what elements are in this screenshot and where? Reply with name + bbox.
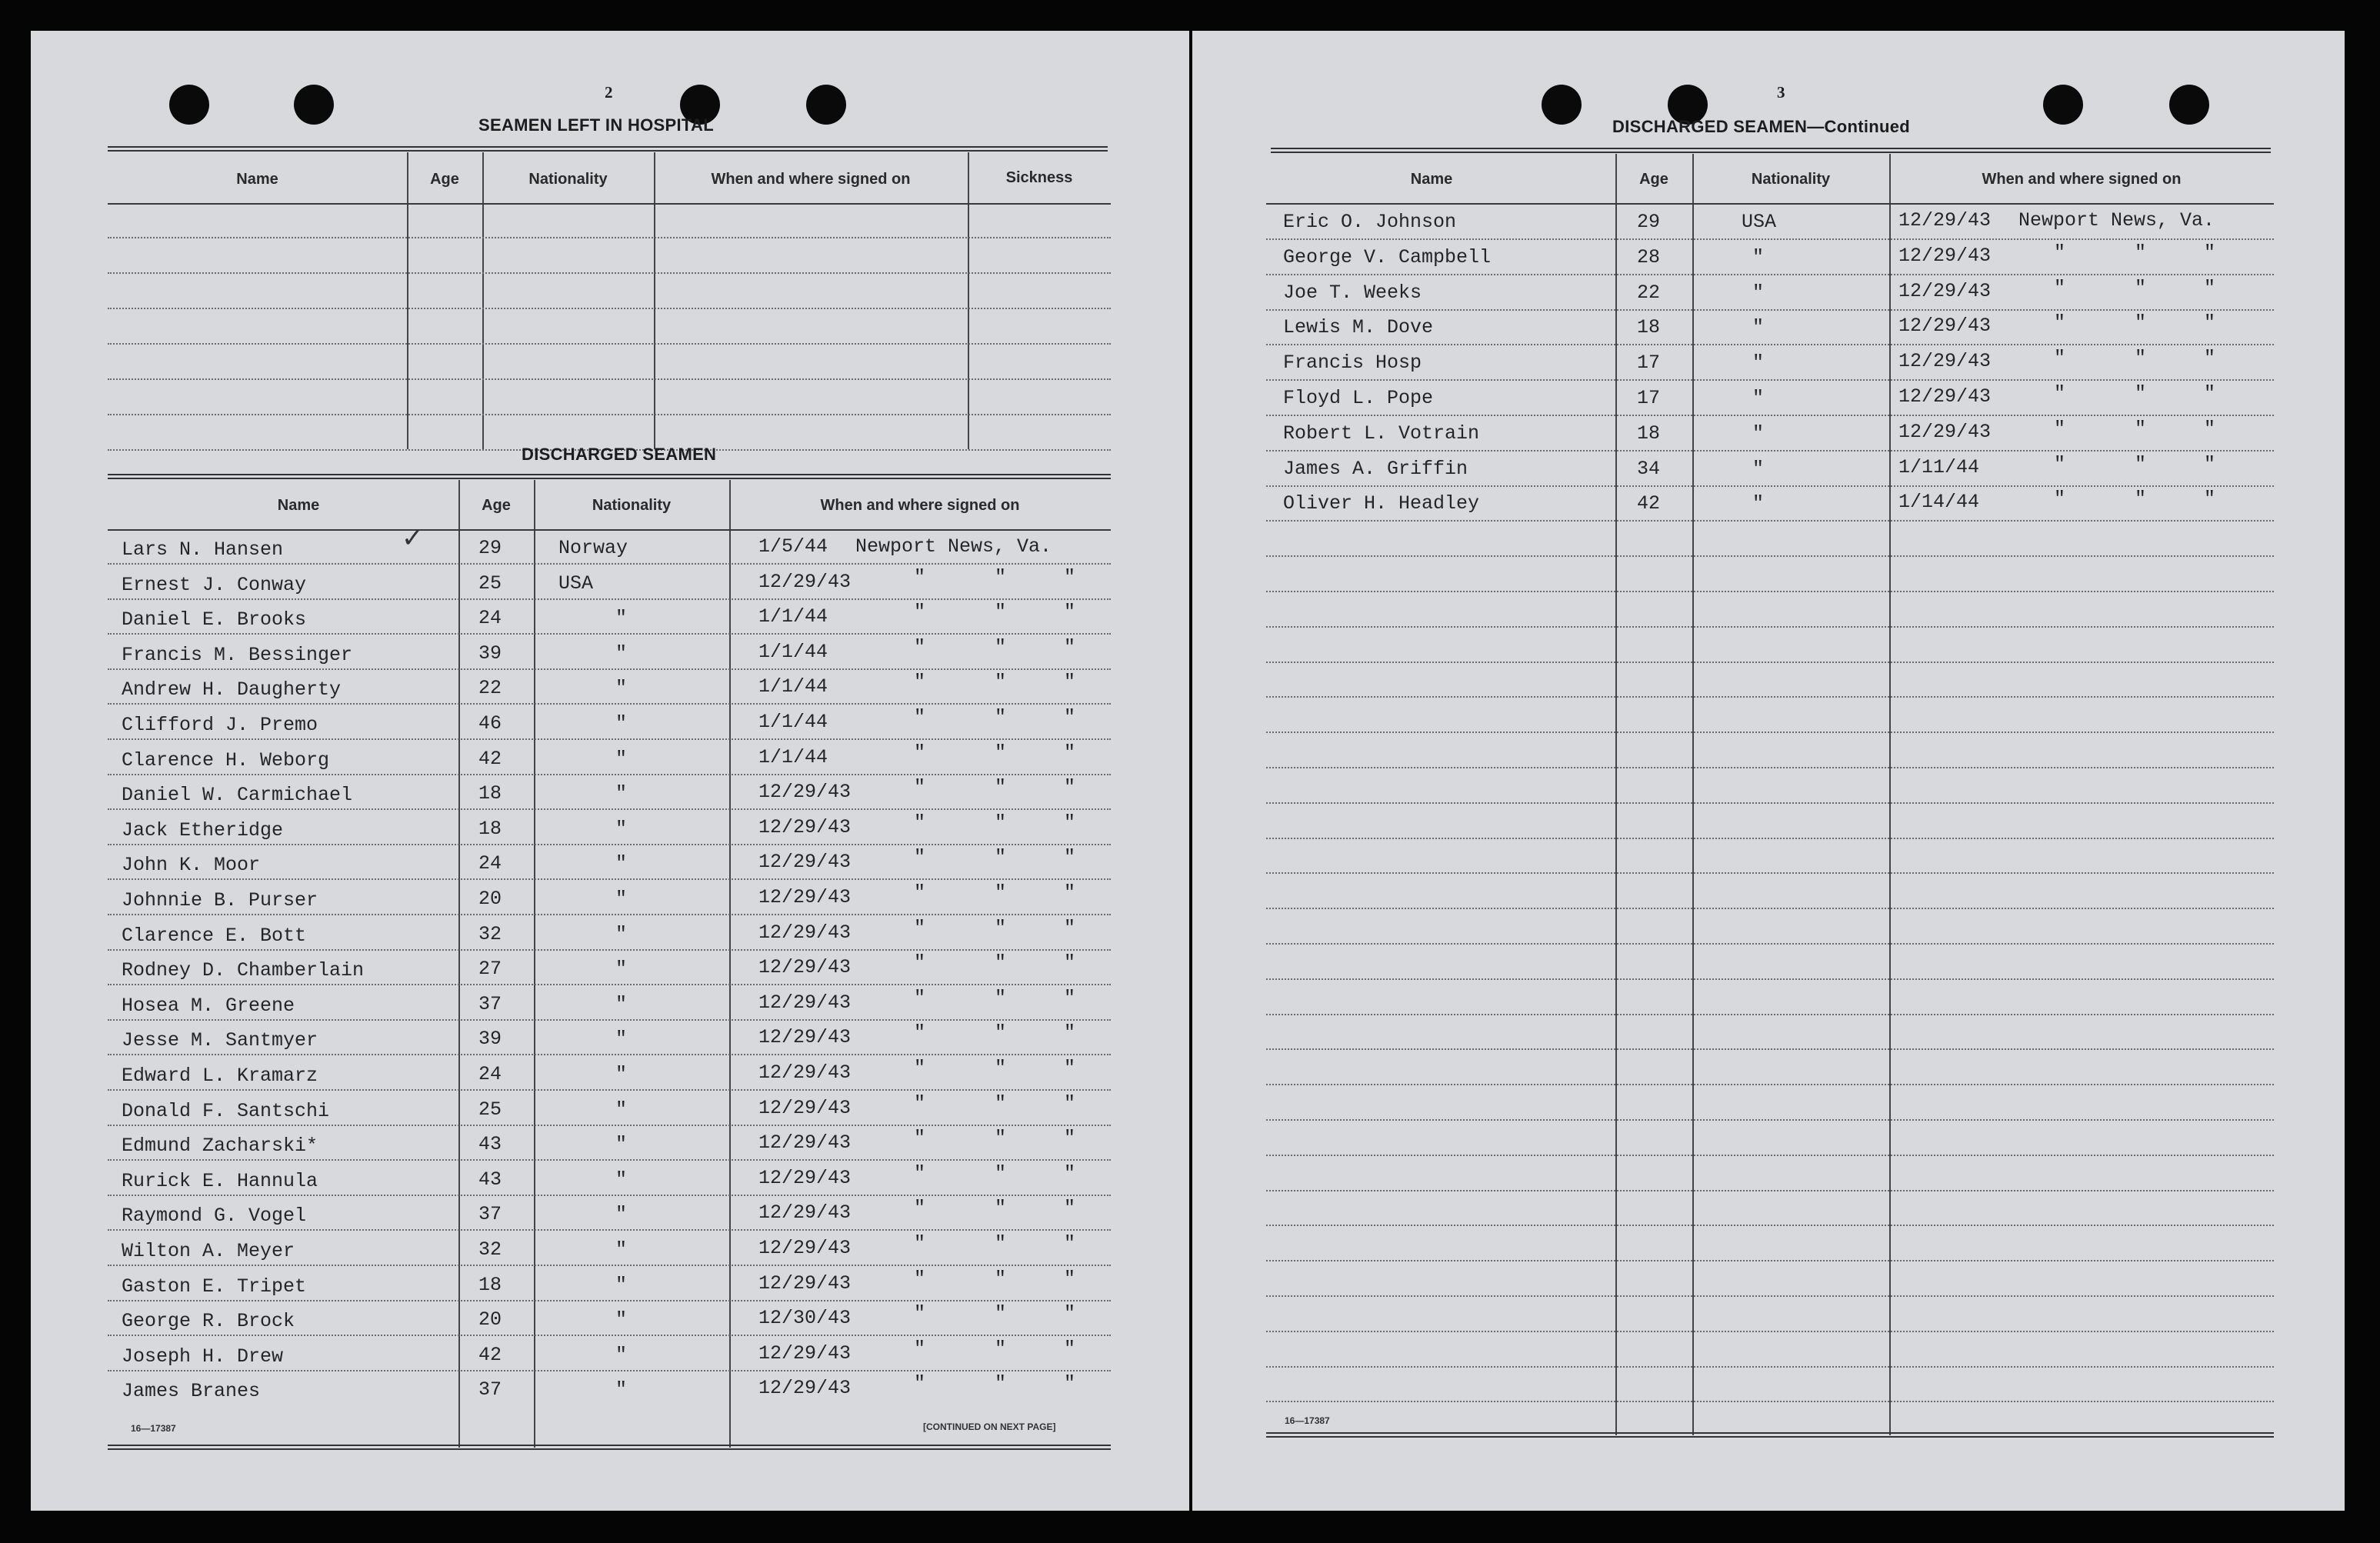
page-number: 3 [1777,83,1785,102]
seaman-nationality: " [615,642,628,665]
row-rule [1266,732,2274,733]
row-rule [1266,555,2274,557]
row-rule [108,1229,1111,1231]
seaman-age: 18 [478,818,502,840]
row-rule [108,774,1111,775]
header-name: Name [1410,171,1453,188]
seaman-nationality: " [615,888,628,910]
signed-on-place: " " " [914,1057,1076,1079]
row-rule [1266,696,2274,698]
seaman-name: Wilton A. Meyer [122,1240,295,1262]
seaman-age: 42 [478,1344,502,1366]
signed-on-place: " " " [2054,312,2216,334]
seaman-age: 39 [478,642,502,665]
column-divider [458,480,460,1448]
row-rule [108,237,1111,238]
row-rule [1266,591,2274,592]
signed-on-place: " " " [914,1232,1076,1255]
seaman-age: 43 [478,1168,502,1191]
table-bottom-rule [1266,1432,2274,1434]
seaman-nationality: " [1752,352,1765,374]
seaman-nationality: " [1752,246,1765,268]
seaman-age: 18 [478,1274,502,1296]
row-rule [1266,838,2274,839]
row-rule [1266,1084,2274,1085]
signed-on-place: " " " [914,846,1076,868]
seaman-age: 37 [478,1203,502,1225]
signed-on-place: " " " [914,1338,1076,1360]
seaman-nationality: " [615,1063,628,1085]
seaman-age: 22 [478,677,502,699]
seaman-name: Eric O. Johnson [1283,211,1457,233]
seaman-name: Francis M. Bessinger [122,644,353,666]
signed-on-date: 12/29/43 [758,1131,852,1154]
seaman-age: 34 [1637,458,1661,480]
seaman-nationality: " [615,607,628,629]
row-rule [1266,626,2274,628]
row-rule [1266,662,2274,663]
row-rule [1266,415,2274,416]
seaman-age: 42 [1637,492,1661,515]
seaman-name: Lars N. Hansen [122,538,284,561]
signed-on-place: " " " [914,706,1076,728]
seaman-nationality: Norway [558,537,628,559]
row-rule [108,738,1111,740]
seaman-age: 25 [478,572,502,595]
row-rule [108,878,1111,880]
column-divider [1889,154,1891,1435]
hospital-section-title: SEAMEN LEFT IN HOSPITAL [478,115,714,135]
seaman-nationality: " [1752,458,1765,480]
seaman-age: 18 [1637,422,1661,445]
signed-on-place: " " " [2054,347,2216,369]
seaman-nationality: " [615,993,628,1015]
seaman-nationality: " [1752,422,1765,445]
hospital-header-age: Age [430,171,459,188]
signed-on-date: 1/1/44 [758,605,828,628]
seaman-age: 17 [1637,387,1661,409]
signed-on-place: Newport News, Va. [855,535,1052,558]
column-divider [654,152,655,449]
seaman-nationality: " [615,1274,628,1296]
seaman-age: 20 [478,1308,502,1331]
table-bottom-rule [108,1445,1111,1446]
row-rule [1266,943,2274,945]
seaman-name: Rodney D. Chamberlain [122,959,365,981]
signed-on-place: " " " [914,1372,1076,1395]
hospital-header-name: Name [236,171,278,188]
signed-on-place: " " " [2054,418,2216,440]
punch-hole [2169,85,2209,125]
row-rule [108,1159,1111,1161]
signed-on-place: " " " [914,776,1076,798]
header-rule [108,529,1111,531]
seaman-name: Edward L. Kramarz [122,1065,318,1087]
signed-on-place: " " " [914,1268,1076,1290]
seaman-name: Francis Hosp [1283,352,1422,374]
seaman-name: George R. Brock [122,1310,295,1332]
signed-on-place: " " " [914,1197,1076,1219]
row-rule [108,1089,1111,1091]
signed-on-place: " " " [914,987,1076,1009]
seaman-age: 24 [478,607,502,629]
seaman-nationality: " [615,712,628,735]
row-rule [1266,767,2274,768]
signed-on-date: 12/29/43 [758,781,852,803]
row-rule [1266,1295,2274,1297]
seaman-age: 25 [478,1098,502,1121]
signed-on-date: 12/29/43 [758,1272,852,1295]
seaman-age: 22 [1637,282,1661,304]
seaman-nationality: " [615,818,628,840]
header-signed-on: When and where signed on [1982,171,2182,188]
seaman-name: George V. Campbell [1283,246,1492,268]
signed-on-date: 12/30/43 [758,1307,852,1329]
seaman-nationality: " [615,782,628,805]
signed-on-place: " " " [914,601,1076,623]
row-rule [108,1019,1111,1021]
discharged-header-signed-on: When and where signed on [820,497,1020,514]
signed-on-date: 12/29/43 [1898,280,1992,302]
row-rule [108,343,1111,345]
seaman-name: Donald F. Santschi [122,1100,330,1122]
row-rule [1266,485,2274,487]
seaman-age: 24 [478,852,502,875]
seaman-nationality: " [615,1133,628,1155]
signed-on-place: " " " [2054,277,2216,299]
signed-on-date: 1/5/44 [758,535,828,558]
seaman-name: Rurick E. Hannula [122,1170,318,1192]
table-top-rule [108,474,1111,475]
seaman-name: Jesse M. Santmyer [122,1029,318,1051]
signed-on-place: " " " [914,917,1076,939]
signed-on-date: 1/1/44 [758,641,828,663]
hospital-header-sickness: Sickness [1005,169,1073,186]
signed-on-place: " " " [2054,453,2216,475]
continued-note: [CONTINUED ON NEXT PAGE] [923,1421,1056,1432]
punch-hole [1542,85,1582,125]
discharged-continued-title: DISCHARGED SEAMEN—Continued [1612,117,1910,136]
seaman-age: 24 [478,1063,502,1085]
seaman-name: Johnnie B. Purser [122,889,318,911]
signed-on-date: 1/11/44 [1898,456,1980,478]
row-rule [108,633,1111,635]
signed-on-place: " " " [914,1021,1076,1044]
hospital-header-signed-on: When and where signed on [711,171,911,188]
row-rule [1266,344,2274,345]
signed-on-date: 12/29/43 [758,1377,852,1399]
discharged-header-age: Age [482,497,511,514]
column-divider [1615,154,1617,1435]
seaman-name: Clarence H. Weborg [122,749,330,772]
row-rule [108,1370,1111,1371]
seaman-nationality: " [615,1238,628,1261]
row-rule [108,563,1111,565]
seaman-age: 18 [478,782,502,805]
signed-on-date: 12/29/43 [758,571,852,593]
signed-on-date: 12/29/43 [1898,350,1992,372]
row-rule [1266,1331,2274,1332]
seaman-nationality: " [615,1168,628,1191]
seaman-age: 37 [478,993,502,1015]
signed-on-place: " " " [2054,488,2216,510]
row-rule [108,668,1111,670]
table-top-rule [1271,148,2271,149]
row-rule [108,308,1111,309]
punch-hole [169,85,209,125]
row-rule [1266,379,2274,381]
seaman-age: 20 [478,888,502,910]
seaman-name: Joe T. Weeks [1283,282,1422,304]
header-nationality: Nationality [1751,171,1831,188]
signed-on-place: Newport News, Va. [2018,209,2215,232]
seaman-name: Gaston E. Tripet [122,1275,307,1298]
punch-hole [806,85,846,125]
signed-on-place: " " " [914,881,1076,904]
seaman-name: Joseph H. Drew [122,1345,284,1368]
seaman-name: Clifford J. Premo [122,714,318,736]
seaman-age: 46 [478,712,502,735]
seaman-name: Robert L. Votrain [1283,422,1480,445]
signed-on-date: 12/29/43 [758,1097,852,1119]
row-rule [1266,1048,2274,1050]
seaman-nationality: " [615,923,628,945]
seaman-name: Hosea M. Greene [122,995,295,1017]
row-rule [1266,1260,2274,1261]
seaman-nationality: " [1752,492,1765,515]
row-rule [1266,238,2274,240]
seaman-name: Oliver H. Headley [1283,492,1480,515]
column-divider [407,152,408,449]
seaman-name: John K. Moor [122,854,261,876]
signed-on-place: " " " [2054,382,2216,405]
row-rule [108,378,1111,380]
signed-on-date: 12/29/43 [758,816,852,838]
column-divider [482,152,484,449]
row-rule [108,1054,1111,1055]
signed-on-place: " " " [914,636,1076,658]
row-rule [1266,1366,2274,1368]
seaman-name: Ernest J. Conway [122,574,307,596]
seaman-nationality: " [615,1344,628,1366]
seaman-nationality: " [615,677,628,699]
seaman-nationality: " [615,1203,628,1225]
seaman-name: Daniel W. Carmichael [122,784,353,806]
row-rule [108,1335,1111,1336]
row-rule [1266,872,2274,874]
seaman-age: 17 [1637,352,1661,374]
row-rule [1266,309,2274,311]
row-rule [1266,978,2274,980]
row-rule [108,1265,1111,1266]
seaman-name: Raymond G. Vogel [122,1205,307,1227]
signed-on-date: 12/29/43 [758,956,852,978]
seaman-name: Andrew H. Daugherty [122,678,342,701]
signed-on-date: 12/29/43 [1898,421,1992,443]
right-page [1192,31,2345,1511]
row-rule [1266,1225,2274,1226]
seaman-nationality: " [615,958,628,980]
seaman-age: 28 [1637,246,1661,268]
signed-on-date: 12/29/43 [758,1026,852,1048]
seaman-name: Lewis M. Dove [1283,316,1434,338]
seaman-nationality: " [615,1028,628,1050]
seaman-nationality: " [1752,282,1765,304]
row-rule [108,1300,1111,1301]
signed-on-place: " " " [2054,242,2216,264]
seaman-name: James A. Griffin [1283,458,1468,480]
row-rule [1266,1401,2274,1402]
discharged-header-name: Name [277,497,320,514]
signed-on-date: 12/29/43 [1898,245,1992,267]
signed-on-date: 12/29/43 [758,1237,852,1259]
row-rule [1266,908,2274,909]
seaman-nationality: " [1752,387,1765,409]
signed-on-date: 1/1/44 [758,711,828,733]
row-rule [108,414,1111,415]
signed-on-date: 12/29/43 [758,886,852,908]
seaman-nationality: " [615,852,628,875]
row-rule [1266,1190,2274,1191]
seaman-name: Edmund Zacharski* [122,1135,318,1157]
seaman-age: 42 [478,748,502,770]
row-rule [1266,1119,2274,1121]
seaman-age: 43 [478,1133,502,1155]
discharged-section-title: DISCHARGED SEAMEN [522,445,717,464]
signed-on-date: 12/29/43 [758,1201,852,1224]
row-rule [108,598,1111,600]
seaman-age: 37 [478,1378,502,1401]
row-rule [1266,520,2274,522]
signed-on-date: 12/29/43 [758,851,852,873]
signed-on-place: " " " [914,566,1076,588]
signed-on-place: " " " [914,1162,1076,1185]
seaman-name: James Branes [122,1380,261,1402]
row-rule [108,949,1111,951]
row-rule [108,984,1111,985]
row-rule [1266,802,2274,804]
signed-on-date: 12/29/43 [758,1342,852,1365]
seaman-age: 29 [1637,211,1661,233]
column-divider [729,480,731,1448]
seaman-name: Floyd L. Pope [1283,387,1434,409]
signed-on-date: 1/14/44 [1898,491,1980,513]
signed-on-place: " " " [914,742,1076,764]
seaman-nationality: " [1752,316,1765,338]
signed-on-date: 12/29/43 [1898,209,1992,232]
signed-on-place: " " " [914,1127,1076,1149]
row-rule [108,808,1111,810]
seaman-nationality: " [615,1098,628,1121]
signed-on-date: 12/29/43 [1898,315,1992,337]
seaman-nationality: " [615,748,628,770]
signed-on-place: " " " [914,811,1076,834]
signed-on-date: 12/29/43 [758,1061,852,1084]
seaman-age: 39 [478,1028,502,1050]
punch-hole [2043,85,2083,125]
row-rule [108,1195,1111,1196]
column-divider [1692,154,1694,1435]
seaman-age: 29 [478,537,502,559]
signed-on-place: " " " [914,1092,1076,1115]
seaman-age: 18 [1637,316,1661,338]
header-age: Age [1639,171,1668,188]
hospital-header-nationality: Nationality [528,171,608,188]
column-divider [968,152,969,449]
left-page [31,31,1189,1511]
page-number: 2 [605,83,613,102]
seaman-name: Daniel E. Brooks [122,608,307,631]
seaman-nationality: " [615,1378,628,1401]
signed-on-place: " " " [914,671,1076,693]
seaman-nationality: " [615,1308,628,1331]
seaman-age: 32 [478,923,502,945]
row-rule [108,844,1111,845]
row-rule [108,272,1111,274]
signed-on-date: 12/29/43 [1898,385,1992,408]
form-number: 16—17387 [131,1423,176,1434]
row-rule [1266,1155,2274,1156]
seaman-age: 27 [478,958,502,980]
signed-on-date: 1/1/44 [758,675,828,698]
row-rule [1266,1014,2274,1015]
seaman-nationality: USA [558,572,594,595]
check-mark: ✓ [402,523,424,554]
signed-on-date: 12/29/43 [758,1167,852,1189]
table-top-rule [108,146,1108,148]
seaman-age: 32 [478,1238,502,1261]
row-rule [1266,274,2274,275]
row-rule [108,703,1111,705]
header-rule [108,203,1111,205]
discharged-header-nationality: Nationality [592,497,672,514]
row-rule [108,914,1111,915]
signed-on-date: 12/29/43 [758,991,852,1014]
header-rule [1266,203,2274,205]
signed-on-place: " " " [914,1302,1076,1325]
signed-on-date: 1/1/44 [758,746,828,768]
seaman-nationality: USA [1742,211,1777,233]
form-number: 16—17387 [1285,1415,1330,1426]
signed-on-place: " " " [914,951,1076,974]
seaman-name: Jack Etheridge [122,819,284,841]
seaman-name: Clarence E. Bott [122,925,307,947]
row-rule [1266,450,2274,452]
row-rule [108,1125,1111,1126]
punch-hole [294,85,334,125]
signed-on-date: 12/29/43 [758,921,852,944]
column-divider [534,480,535,1448]
